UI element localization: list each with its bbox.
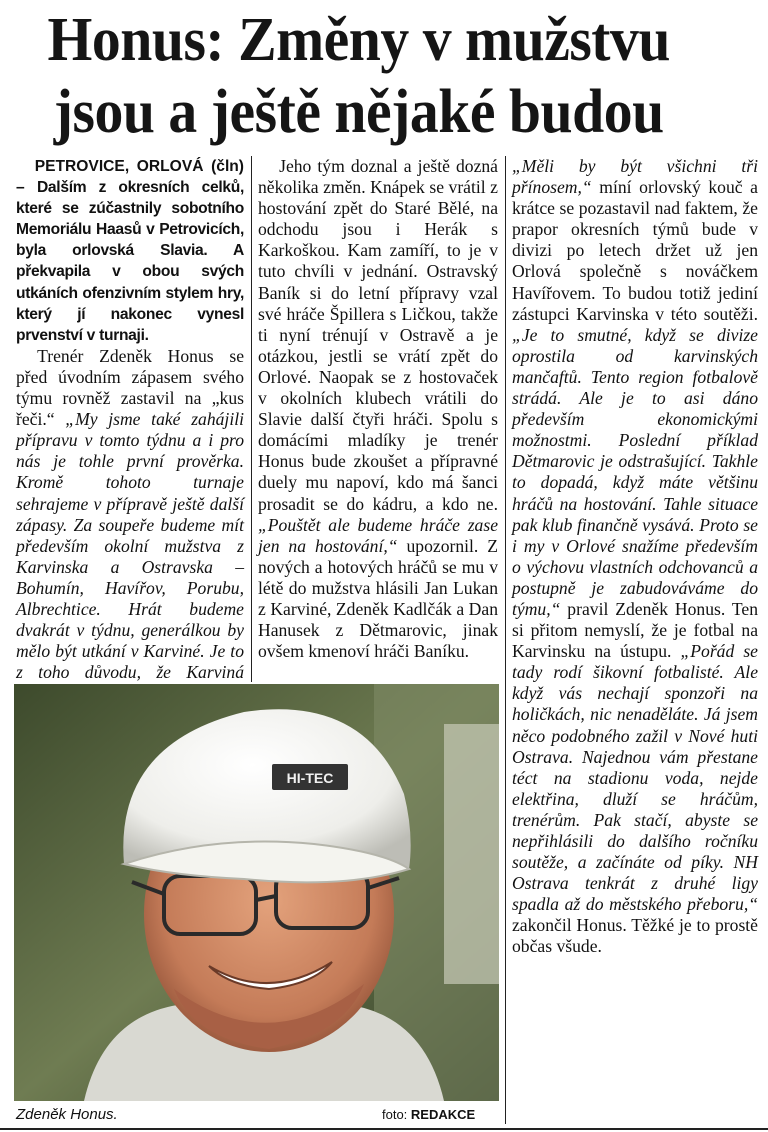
paragraph-3 xyxy=(512,156,758,958)
credit-label: foto: xyxy=(382,1107,408,1122)
paragraph-2-tail: upozornil. Z nových a hotových hráčů se mu v létě do mužstva hlásili Jan Lukan z Karviné, Zdeněk Kadlčák a Dan Hanusek z Dětmarovic, jinak ovšem kmenoví hráči Baníku. xyxy=(258,535,499,662)
column-divider-1 xyxy=(251,156,252,682)
quote-4: „Je to smutné, když se divize oprostila od karvinských mančaftů. Tento region fotbalově strádá. Ale je to asi dáno především ekonomickými možnostmi. Poslední příklad Dětmarovic je odstrašující. Takhle to dopadá, když máte většinu hráčů na hostování. Tahle situace pak klub finančně vysává. Proto se i my v Orlové snažíme především o výchovu vlastních odchovanců a postupně je zabudováváme do týmu,“ xyxy=(512,324,758,619)
paragraph-2-text: Jeho tým doznal a ještě dozná několika změn. Knápek se vrátil z hostování zpět do Staré Bělé, na odchodu jsou i Herák s Karkoškou. Kam zamíří, to je v tuto chvíli v jednání. Ostravský Baník si do letní přípravy vzal své hráče Špillera s Ličkou, takže ti nyní trénují v Ostravě a je otázkou, jestli se vrátí zpět do Orlové. Naopak se z hostovaček v okolních klubech vrátili do Slavie další čtyři hráči. Spolu s domácími mladíky je trenér Honus bude zkoušet a přípravné duely mu napoví, kdo má šanci prosadit se do kádru, a kdo ne. xyxy=(258,156,498,514)
headline xyxy=(10,4,708,148)
quote-1: „My jsme také zahájili přípravu v tomto týdnu a i pro nás je tohle první prověrka. Kromě tohoto turnaje sehrajeme v přípravě ještě další zápasy. Za soupeře budeme mít především okolní mužstva z Karvinska a Ostravska – Bohumín, Havířov, Porubu, Albrechtice. Hrát budeme dvakrát v týdnu, generálkou by mělo být utkání v Karviné. Je to z toho důvodu, že Karviná xyxy=(16,409,244,683)
background-light xyxy=(444,724,499,984)
headline-line-2: jsou a ještě nějaké budou xyxy=(53,78,664,146)
column-divider-2 xyxy=(505,156,506,1124)
paragraph-1-text: Trenér Zdeněk Honus se před úvodním zápasem svého týmu rovněž zastavil na „kus řeči.“ xyxy=(16,345,244,430)
bottom-rule xyxy=(0,1128,768,1130)
portrait-illustration xyxy=(14,684,499,1101)
paragraph-3-tail: pravil Zdeněk Honus. Ten si přitom nemyslí, že je fotbal na Karvinsku na ústupu. xyxy=(512,598,758,662)
cap-logo-text: HI-TEC xyxy=(286,770,334,786)
paragraph-2 xyxy=(258,156,498,662)
quote-5: „Pořád se tady rodí šikovní fotbalisté. Ale když vás nechají sponzoři na holičkách, nic nenaděláte. Já jsem něco podobného zažil v Nové huti Ostrava. Najednou vám přestane téct na stadionu voda, nejde elektřina, dluží se hráčům, trenérům. Pak stačí, abyste se nepřihlásili do dalšího ročníku soutěže, a začínáte od píky. NH Ostrava tenkrát z druhé ligy spadla až do městského přeboru,“ xyxy=(512,641,758,915)
paragraph-3-end: zakončil Honus. Těžké je to prostě občas všude. xyxy=(512,915,758,957)
headline-line-1: Honus: Změny v mužstvu xyxy=(47,6,671,74)
dateline: PETROVICE, ORLOVÁ (čln) – xyxy=(16,158,244,197)
photo-credit xyxy=(382,1106,475,1124)
lead-text: Dalším z okresních celků, které se zúčastnily sobotního Memoriálu Haasů v Petrovicích, byla orlovská Slavia. A překvapila v obou svých utkáních ofenzivním stylem hry, který jí nakonec vynesl prvenství v turnaji. xyxy=(16,179,244,344)
paragraph-3-text: míní orlovský kouč a krátce se pozastavil nad faktem, že prapor okresních týmů bude v divizi po letech držet už jen Orlová společně s nováčkem Havířovem. To budou totiž jediní zástupci Karvinska v této soutěži. xyxy=(512,177,758,324)
credit-name: REDAKCE xyxy=(410,1107,476,1122)
article-lead xyxy=(16,156,244,346)
article-column-3 xyxy=(512,156,758,958)
quote-2: „Pouštět ale budeme hráče zase jen na hostování,“ xyxy=(258,514,498,556)
photo-zdenek-honus xyxy=(14,684,499,1101)
quote-3: „Měli by být všichni tři přínosem,“ xyxy=(512,156,758,198)
article-column-2 xyxy=(258,156,498,662)
photo-caption: Zdeněk Honus. xyxy=(16,1106,118,1123)
